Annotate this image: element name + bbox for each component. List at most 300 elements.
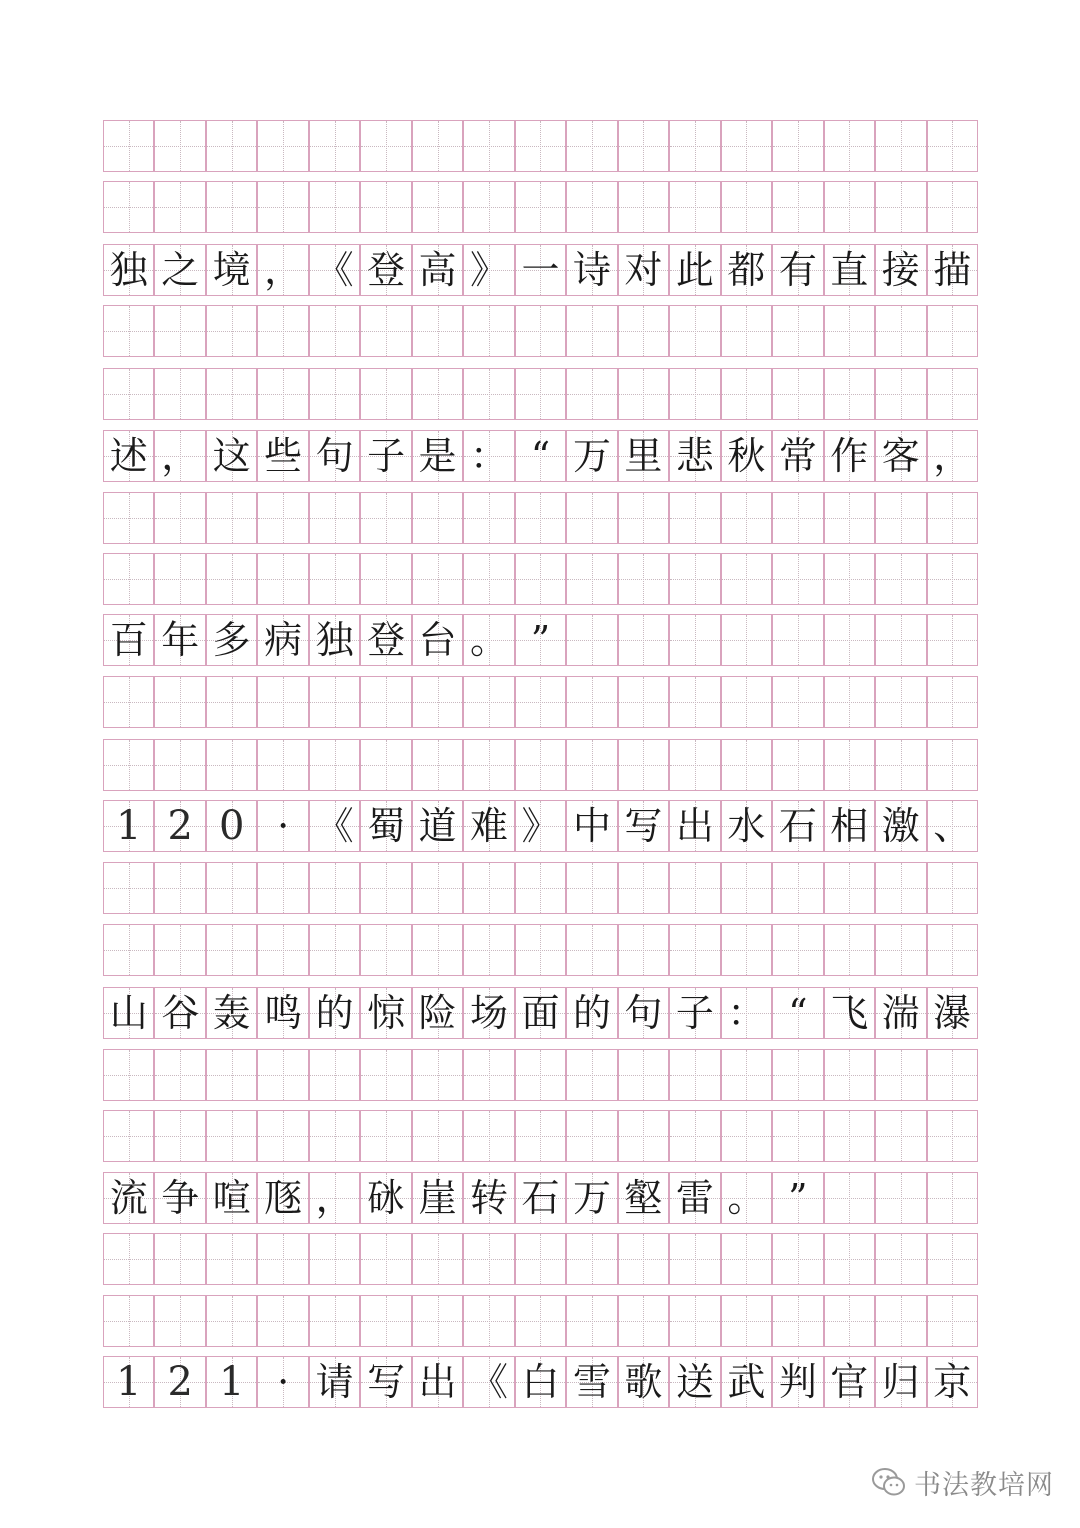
grid-cell xyxy=(309,739,360,791)
character: 相 xyxy=(830,804,869,848)
grid-cell xyxy=(309,1049,360,1101)
grid-cell xyxy=(257,862,308,914)
grid-cell xyxy=(360,368,411,420)
grid-cell xyxy=(309,1110,360,1162)
grid-cell xyxy=(824,305,875,357)
character: 归 xyxy=(881,1360,920,1404)
grid-cell xyxy=(206,368,257,420)
grid-cell xyxy=(927,924,978,976)
grid-cell xyxy=(669,492,720,544)
character: 险 xyxy=(418,991,457,1035)
grid-cell xyxy=(154,1110,205,1162)
character: 作 xyxy=(830,434,869,478)
grid-cell xyxy=(206,862,257,914)
grid-cell xyxy=(927,676,978,728)
grid-cell xyxy=(257,553,308,605)
grid-cell xyxy=(875,181,926,233)
character: 之 xyxy=(161,248,200,292)
character: 石 xyxy=(521,1176,560,1220)
text-row xyxy=(103,244,978,296)
grid-cell xyxy=(309,676,360,728)
grid-row xyxy=(103,862,978,914)
grid-cell xyxy=(360,924,411,976)
grid-cell xyxy=(566,492,617,544)
grid-cell xyxy=(515,181,566,233)
grid-cell xyxy=(103,676,154,728)
grid-row xyxy=(103,553,978,605)
character: 壑 xyxy=(624,1176,663,1220)
grid-cell xyxy=(515,739,566,791)
character: 2 xyxy=(167,1359,193,1405)
grid-cell xyxy=(206,181,257,233)
character: 转 xyxy=(470,1176,509,1220)
grid-cell xyxy=(154,368,205,420)
grid-cell xyxy=(875,1172,926,1224)
grid-cell xyxy=(360,181,411,233)
grid-cell xyxy=(515,862,566,914)
grid-cell xyxy=(772,368,823,420)
grid-cell xyxy=(463,181,514,233)
grid-cell xyxy=(309,181,360,233)
grid-cell xyxy=(669,924,720,976)
character: 水 xyxy=(727,804,766,848)
grid-cell xyxy=(721,553,772,605)
character: 湍 xyxy=(881,991,920,1035)
grid-cell xyxy=(463,924,514,976)
character: 》 xyxy=(521,804,560,848)
grid-cell xyxy=(772,676,823,728)
grid-cell xyxy=(515,676,566,728)
character: “ xyxy=(530,434,551,478)
grid-row xyxy=(103,1049,978,1101)
grid-cell xyxy=(103,1233,154,1285)
grid-cell xyxy=(103,862,154,914)
grid-cell xyxy=(669,553,720,605)
grid-cell xyxy=(772,862,823,914)
grid-row xyxy=(103,120,978,172)
grid-cell xyxy=(154,553,205,605)
text-row xyxy=(103,800,978,852)
grid-cell xyxy=(154,739,205,791)
grid-cell xyxy=(360,1295,411,1347)
grid-cell xyxy=(360,1233,411,1285)
grid-cell xyxy=(412,1233,463,1285)
character: ， xyxy=(933,434,972,478)
character: 崖 xyxy=(418,1176,457,1220)
grid-cell xyxy=(875,1295,926,1347)
grid-cell xyxy=(463,120,514,172)
grid-cell xyxy=(360,1049,411,1101)
grid-cell xyxy=(669,1295,720,1347)
character: ” xyxy=(530,618,551,662)
grid-cell xyxy=(515,1049,566,1101)
grid-cell xyxy=(824,553,875,605)
grid-cell xyxy=(463,676,514,728)
grid-cell xyxy=(927,305,978,357)
grid-cell xyxy=(721,492,772,544)
grid-cell xyxy=(618,1110,669,1162)
grid-cell xyxy=(669,1110,720,1162)
grid-cell xyxy=(309,924,360,976)
grid-cell xyxy=(721,181,772,233)
grid-cell xyxy=(463,1049,514,1101)
grid-cell xyxy=(824,739,875,791)
grid-cell xyxy=(463,1233,514,1285)
grid-cell xyxy=(412,924,463,976)
grid-cell xyxy=(463,492,514,544)
character: 官 xyxy=(830,1360,869,1404)
grid-cell xyxy=(927,614,978,666)
grid-cell xyxy=(566,305,617,357)
character: 1 xyxy=(116,1359,142,1405)
grid-cell xyxy=(206,120,257,172)
grid-cell xyxy=(618,492,669,544)
grid-cell xyxy=(721,1110,772,1162)
grid-cell xyxy=(515,1233,566,1285)
character: 《 xyxy=(315,248,354,292)
character: ， xyxy=(161,434,200,478)
character: 客 xyxy=(881,434,920,478)
character: 写 xyxy=(624,804,663,848)
character: 流 xyxy=(109,1176,148,1220)
grid-cell xyxy=(927,1233,978,1285)
grid-cell xyxy=(721,1049,772,1101)
grid-cell xyxy=(669,181,720,233)
character: 登 xyxy=(367,618,406,662)
character: ： xyxy=(727,991,766,1035)
character: 雷 xyxy=(675,1176,714,1220)
grid-cell xyxy=(257,676,308,728)
grid-cell xyxy=(566,368,617,420)
grid-cell xyxy=(875,553,926,605)
grid-cell xyxy=(154,120,205,172)
grid-cell xyxy=(618,305,669,357)
grid-row xyxy=(103,492,978,544)
grid-row xyxy=(103,924,978,976)
grid-cell xyxy=(927,862,978,914)
grid-cell xyxy=(772,492,823,544)
grid-cell xyxy=(515,305,566,357)
character: 道 xyxy=(418,804,457,848)
grid-cell xyxy=(360,120,411,172)
grid-cell xyxy=(566,1110,617,1162)
character: 激 xyxy=(881,804,920,848)
grid-cell xyxy=(463,305,514,357)
grid-cell xyxy=(875,368,926,420)
grid-cell xyxy=(103,368,154,420)
grid-cell xyxy=(824,1233,875,1285)
grid-cell xyxy=(463,739,514,791)
grid-cell xyxy=(824,862,875,914)
grid-cell xyxy=(772,1110,823,1162)
grid-cell xyxy=(772,739,823,791)
grid-cell xyxy=(103,120,154,172)
grid-cell xyxy=(772,1233,823,1285)
grid-cell xyxy=(360,305,411,357)
grid-cell xyxy=(206,924,257,976)
grid-cell xyxy=(875,305,926,357)
grid-row xyxy=(103,305,978,357)
character: 面 xyxy=(521,991,560,1035)
character: 子 xyxy=(675,991,714,1035)
grid-cell xyxy=(824,614,875,666)
character: 砯 xyxy=(367,1176,406,1220)
character: 《 xyxy=(315,804,354,848)
character: 。 xyxy=(727,1176,766,1220)
grid-cell xyxy=(721,305,772,357)
character: 对 xyxy=(624,248,663,292)
character: 高 xyxy=(418,248,457,292)
grid-cell xyxy=(772,1295,823,1347)
grid-cell xyxy=(412,492,463,544)
grid-cell xyxy=(309,862,360,914)
grid-cell xyxy=(566,614,617,666)
grid-cell xyxy=(566,1049,617,1101)
character: 万 xyxy=(572,1176,611,1220)
grid-cell xyxy=(206,676,257,728)
grid-cell xyxy=(154,181,205,233)
grid-cell xyxy=(412,120,463,172)
character: 中 xyxy=(572,804,611,848)
grid-cell xyxy=(875,614,926,666)
grid-cell xyxy=(721,368,772,420)
grid-cell xyxy=(309,305,360,357)
grid-cell xyxy=(103,492,154,544)
grid-cell xyxy=(103,305,154,357)
character: 请 xyxy=(315,1360,354,1404)
grid-cell xyxy=(412,1295,463,1347)
grid-cell xyxy=(412,676,463,728)
grid-cell xyxy=(824,924,875,976)
grid-cell xyxy=(566,553,617,605)
grid-cell xyxy=(927,492,978,544)
grid-cell xyxy=(154,924,205,976)
grid-cell xyxy=(257,120,308,172)
grid-cell xyxy=(927,1049,978,1101)
grid-cell xyxy=(721,676,772,728)
grid-cell xyxy=(875,739,926,791)
character: 都 xyxy=(727,248,766,292)
grid-cell xyxy=(669,739,720,791)
character: ， xyxy=(264,248,303,292)
grid-cell xyxy=(463,1295,514,1347)
grid-cell xyxy=(412,181,463,233)
character: 场 xyxy=(470,991,509,1035)
grid-cell xyxy=(515,1110,566,1162)
grid-cell xyxy=(875,862,926,914)
grid-cell xyxy=(772,1049,823,1101)
grid-row xyxy=(103,739,978,791)
grid-cell xyxy=(772,181,823,233)
character: 2 xyxy=(167,803,193,849)
grid-cell xyxy=(257,1295,308,1347)
character: 病 xyxy=(264,618,303,662)
grid-cell xyxy=(875,120,926,172)
grid-cell xyxy=(412,553,463,605)
character: 京 xyxy=(933,1360,972,1404)
grid-cell xyxy=(927,1172,978,1224)
grid-cell xyxy=(618,1233,669,1285)
character: 的 xyxy=(315,991,354,1035)
grid-row xyxy=(103,1110,978,1162)
grid-cell xyxy=(721,1295,772,1347)
grid-cell xyxy=(824,120,875,172)
character: ： xyxy=(470,434,509,478)
grid-cell xyxy=(103,1295,154,1347)
grid-cell xyxy=(257,1049,308,1101)
grid-row xyxy=(103,1295,978,1347)
character: 台 xyxy=(418,618,457,662)
grid-cell xyxy=(618,1295,669,1347)
grid-cell xyxy=(360,676,411,728)
grid-cell xyxy=(927,739,978,791)
character: 、 xyxy=(933,804,972,848)
grid-cell xyxy=(412,305,463,357)
grid-cell xyxy=(566,1233,617,1285)
grid-cell xyxy=(824,368,875,420)
grid-cell xyxy=(154,1233,205,1285)
grid-cell xyxy=(206,1049,257,1101)
character: 送 xyxy=(675,1360,714,1404)
character: 判 xyxy=(778,1360,817,1404)
grid-row xyxy=(103,181,978,233)
text-row xyxy=(103,614,978,666)
character: 1 xyxy=(116,803,142,849)
grid-cell xyxy=(824,1049,875,1101)
text-row xyxy=(103,1172,978,1224)
grid-cell xyxy=(618,862,669,914)
grid-cell xyxy=(103,1049,154,1101)
grid-cell xyxy=(257,1110,308,1162)
character: 争 xyxy=(161,1176,200,1220)
grid-cell xyxy=(412,368,463,420)
character: 豗 xyxy=(264,1176,303,1220)
grid-cell xyxy=(669,614,720,666)
grid-cell xyxy=(309,368,360,420)
grid-cell xyxy=(103,924,154,976)
grid-cell xyxy=(360,862,411,914)
character: 的 xyxy=(572,991,611,1035)
character: 秋 xyxy=(727,434,766,478)
grid-cell xyxy=(618,368,669,420)
grid-cell xyxy=(927,1110,978,1162)
wechat-icon xyxy=(872,1467,906,1497)
character: 《 xyxy=(470,1360,509,1404)
grid-cell xyxy=(257,368,308,420)
grid-cell xyxy=(206,492,257,544)
grid-cell xyxy=(824,181,875,233)
character: 惊 xyxy=(367,991,406,1035)
character: 蜀 xyxy=(367,804,406,848)
grid-cell xyxy=(257,1233,308,1285)
grid-cell xyxy=(824,1110,875,1162)
grid-cell xyxy=(721,739,772,791)
grid-cell xyxy=(721,614,772,666)
grid-cell xyxy=(463,862,514,914)
grid-cell xyxy=(927,553,978,605)
grid-cell xyxy=(257,181,308,233)
character: 谷 xyxy=(161,991,200,1035)
character: 白 xyxy=(521,1360,560,1404)
grid-cell xyxy=(669,676,720,728)
grid-cell xyxy=(721,1233,772,1285)
grid-cell xyxy=(154,492,205,544)
grid-row xyxy=(103,368,978,420)
grid-cell xyxy=(772,924,823,976)
character: 1 xyxy=(218,1359,245,1405)
character: 境 xyxy=(212,248,251,292)
grid-cell xyxy=(103,1110,154,1162)
grid-cell xyxy=(721,924,772,976)
grid-cell xyxy=(566,739,617,791)
character: 瀑 xyxy=(933,991,972,1035)
grid-cell xyxy=(618,924,669,976)
grid-cell xyxy=(360,553,411,605)
character: 里 xyxy=(624,434,663,478)
grid-cell xyxy=(515,924,566,976)
grid-cell xyxy=(875,1233,926,1285)
character: 出 xyxy=(675,804,714,848)
character: 常 xyxy=(778,434,817,478)
character: 歌 xyxy=(624,1360,663,1404)
grid-cell xyxy=(515,120,566,172)
character: 石 xyxy=(778,804,817,848)
character: 喧 xyxy=(212,1176,251,1220)
grid-cell xyxy=(566,181,617,233)
character: 武 xyxy=(727,1360,766,1404)
grid-cell xyxy=(206,1233,257,1285)
character: 难 xyxy=(470,804,509,848)
character: 山 xyxy=(109,991,148,1035)
character: 万 xyxy=(572,434,611,478)
grid-cell xyxy=(257,739,308,791)
grid-cell xyxy=(618,739,669,791)
character: “ xyxy=(788,991,808,1035)
character: 年 xyxy=(161,618,200,662)
character: 。 xyxy=(470,618,509,662)
grid-cell xyxy=(309,553,360,605)
grid-cell xyxy=(515,368,566,420)
grid-cell xyxy=(103,739,154,791)
grid-cell xyxy=(154,862,205,914)
character: 轰 xyxy=(212,991,251,1035)
grid-cell xyxy=(669,368,720,420)
grid-cell xyxy=(206,1110,257,1162)
character: · xyxy=(277,1360,290,1404)
grid-cell xyxy=(309,120,360,172)
grid-cell xyxy=(618,181,669,233)
grid-cell xyxy=(824,1172,875,1224)
grid-cell xyxy=(463,368,514,420)
grid-cell xyxy=(515,1295,566,1347)
grid-cell xyxy=(463,1110,514,1162)
grid-cell xyxy=(412,1049,463,1101)
grid-cell xyxy=(206,1295,257,1347)
text-row xyxy=(103,430,978,482)
grid-cell xyxy=(618,614,669,666)
grid-cell xyxy=(875,1049,926,1101)
character: 悲 xyxy=(675,434,714,478)
character: 子 xyxy=(367,434,406,478)
grid-cell xyxy=(103,181,154,233)
character: 是 xyxy=(418,434,457,478)
character: 此 xyxy=(675,248,714,292)
grid-cell xyxy=(154,1295,205,1347)
character: 诗 xyxy=(572,248,611,292)
character: 登 xyxy=(367,248,406,292)
character: 直 xyxy=(830,248,869,292)
character: 百 xyxy=(109,618,148,662)
